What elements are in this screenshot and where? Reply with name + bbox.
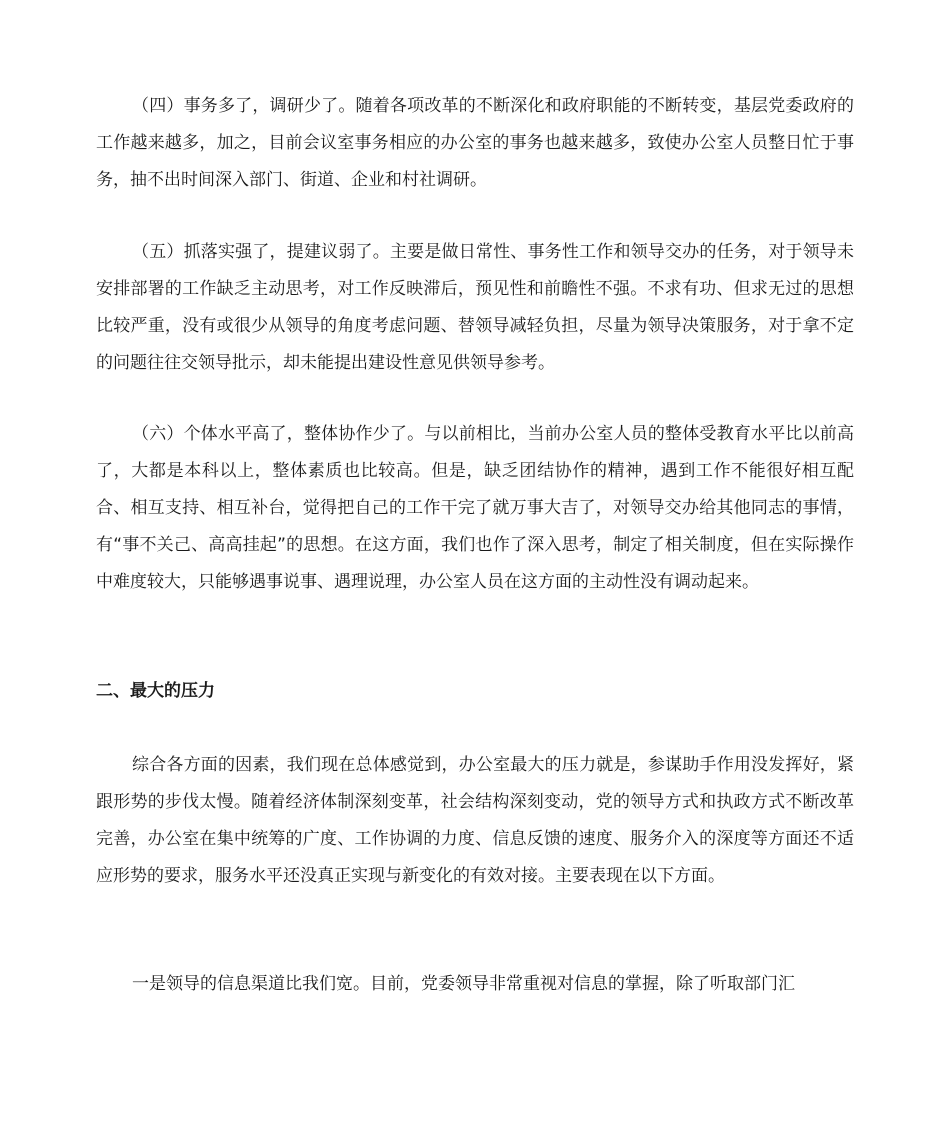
section-heading-2: 二、最大的压力 [96, 681, 215, 701]
paragraph-item-4: （四）事务多了，调研少了。随着各项改革的不断深化和政府职能的不断转变，基层党委政府的工作越来越多，加之，目前会议室事务相应的办公室的事务也越来越多，致使办公室人员整日忙于事务，抽不出时间深入部门、街道、企业和村社调研。 [96, 96, 854, 190]
paragraph-pressure-summary: 综合各方面的因素，我们现在总体感觉到，办公室最大的压力就是，参谋助手作用没发挥好，紧跟形势的步伐太慢。随着经济体制深刻变革，社会结构深刻变动，党的领导方式和执政方式不断改革完善，办公室在集中统筹的广度、工作协调的力度、信息反馈的速度、服务介入的深度等方面还不适应形势的要求，服务水平还没真正实现与新变化的有效对接。主要表现在以下方面。 [96, 755, 854, 886]
paragraph-item-6: （六）个体水平高了，整体协作少了。与以前相比，当前办公室人员的整体受教育水平比以前高了，大都是本科以上，整体素质也比较高。但是，缺乏团结协作的精神，遇到工作不能很好相互配合、相互支持、相互补台，觉得把自己的工作干完了就万事大吉了，对领导交办给其他同志的事情，有“事不关己、高高挂起”的思想。在这方面，我们也作了深入思考，制定了相关制度，但在实际操作中难度较大，只能够遇事说事、遇理说理，办公室人员在这方面的主动性没有调动起来。 [96, 424, 854, 592]
paragraph-item-5: （五）抓落实强了，提建议弱了。主要是做日常性、事务性工作和领导交办的任务，对于领导未安排部署的工作缺乏主动思考，对工作反映滞后，预见性和前瞻性不强。不求有功、但求无过的思想比较严重，没有或很少从领导的角度考虑问题、替领导减轻负担，尽量为领导决策服务，对于拿不定的问题往往交领导批示，却未能提出建设性意见供领导参考。 [96, 242, 854, 373]
paragraph-point-1: 一是领导的信息渠道比我们宽。目前，党委领导非常重视对信息的掌握，除了听取部门汇 [132, 974, 795, 994]
